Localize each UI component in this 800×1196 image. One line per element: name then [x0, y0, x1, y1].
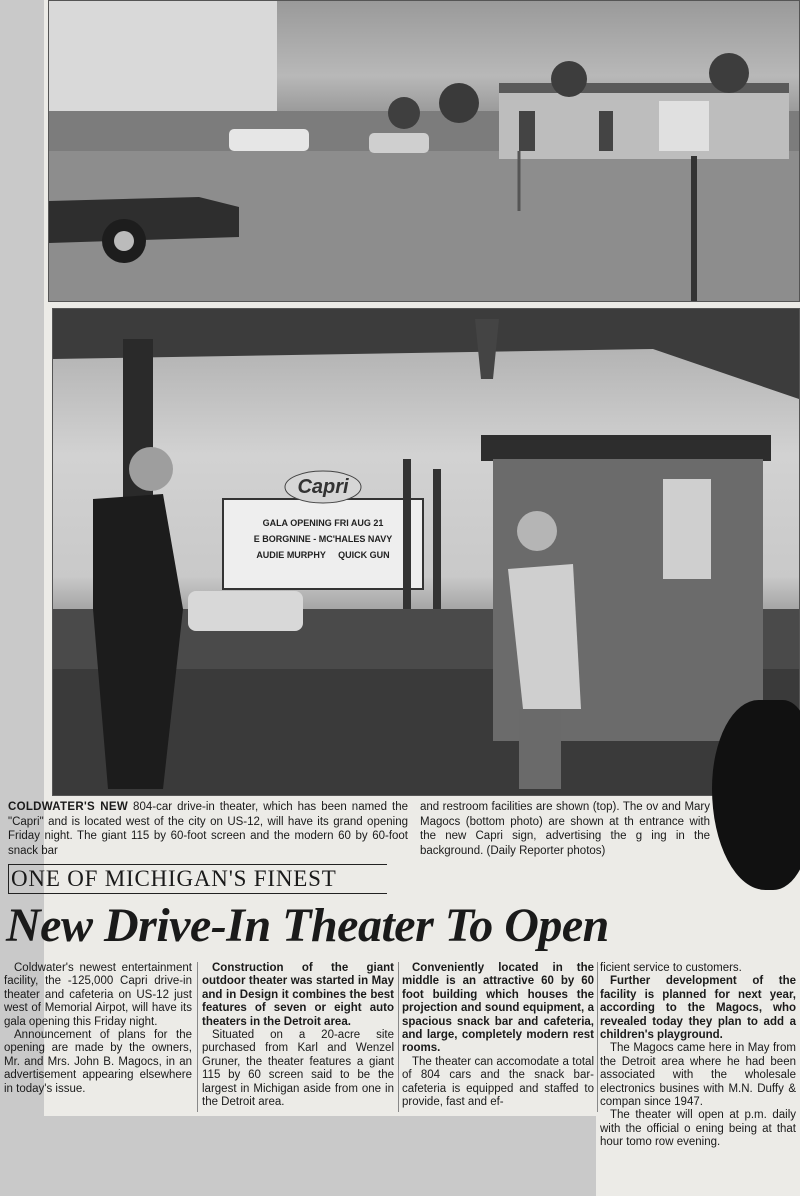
parked-car-shape — [188, 591, 303, 631]
paragraph: The theater will open at p.m. daily with the official o ening being at that hour tomo row evening. — [600, 1109, 796, 1149]
canopy-roof-shape — [53, 309, 799, 399]
paragraph: Conveniently located in the middle is an attractive 60 by 60 foot building which houses the projection and sound equipment, a spacious snack bar and cafeteria, and large, completely modern rest rooms. — [402, 962, 594, 1055]
caption-left-text: 804-car drive-in theater, which has been named the "Capri" and is located west of the city on US-12, will have its grand opening Friday night. The giant 115 by 60-foot screen and the modern 60 by 60-foot snack bar — [8, 801, 408, 857]
paragraph: The theater can accomodate a total of 804 cars and the snack bar-cafeteria is equipped and staffed to provide, fast and ef- — [402, 1055, 594, 1109]
main-headline: New Drive-In Theater To Open — [6, 899, 609, 952]
article-column-1 — [4, 962, 192, 1096]
movie-screen-shape — [49, 1, 277, 111]
paragraph: Construction of the giant outdoor theater was started in May and in Design it combines the best features of seven or eight auto theaters in the Detroit area. — [202, 962, 394, 1028]
article-column-4 — [600, 962, 796, 1150]
photo-screen-and-snack-bar — [48, 0, 800, 302]
background-margin — [0, 1116, 596, 1196]
photo-caption-left — [8, 800, 408, 858]
sign-line-3b: QUICK GUN — [338, 550, 390, 560]
photo-owners-at-entrance — [52, 308, 800, 796]
photo-caption-right: and restroom facilities are shown (top). The ov and Mary Magocs (bottom photo) are shown at th entrance with the new Capri sign, advertising the g ing in the background. (Daily Reporter photos) — [420, 801, 710, 857]
paragraph: Coldwater's newest entertainment facility, the -125,000 Capri drive-in theater and cafeteria on US-12 just west of Memorial Airpot, will have its gala opening this Friday night. — [4, 962, 192, 1028]
ticket-booth-roof — [481, 435, 771, 461]
column-divider — [197, 962, 198, 1112]
capri-sign-text — [225, 475, 421, 563]
kicker-headline: ONE OF MICHIGAN'S FINEST — [8, 864, 387, 894]
paragraph: The Magocs came here in May from the Detroit area where he had been associated with the wholesale electronics busines with M.N. Duffy & compan since 1947. — [600, 1042, 796, 1109]
article-column-3 — [402, 962, 594, 1109]
article-column-2 — [202, 962, 394, 1109]
paragraph: ficient service to customers. — [600, 962, 742, 974]
column-divider — [597, 962, 598, 1112]
sign-line-3a: AUDIE MURPHY — [256, 550, 326, 560]
capri-logo: Capri — [297, 476, 349, 498]
sign-line-1: GALA OPENING FRI AUG 21 — [262, 518, 384, 528]
sign-line-2: E BORGNINE - MC'HALES NAVY — [253, 534, 393, 544]
parked-car-shape — [229, 129, 309, 151]
paragraph: Further development of the facility is planned for next year, according to the Magocs, who revealed today they plan to add a children's playground. — [600, 975, 796, 1042]
paragraph: Situated on a 20-acre site purchased from Karl and Wenzel Gruner, the theater features a giant 115 by 60 screen said to be the largest in Michigan aside from one in the Detroit area. — [202, 1029, 394, 1109]
paragraph: Announcement of plans for the opening are made by the owners, Mr. and Mrs. John B. Magocs, in an advertisement appearing elsewhere in today's issue. — [4, 1029, 192, 1095]
column-divider — [398, 962, 399, 1112]
snack-bar-building — [499, 89, 789, 159]
caption-lead: COLDWATER'S NEW — [8, 801, 129, 813]
